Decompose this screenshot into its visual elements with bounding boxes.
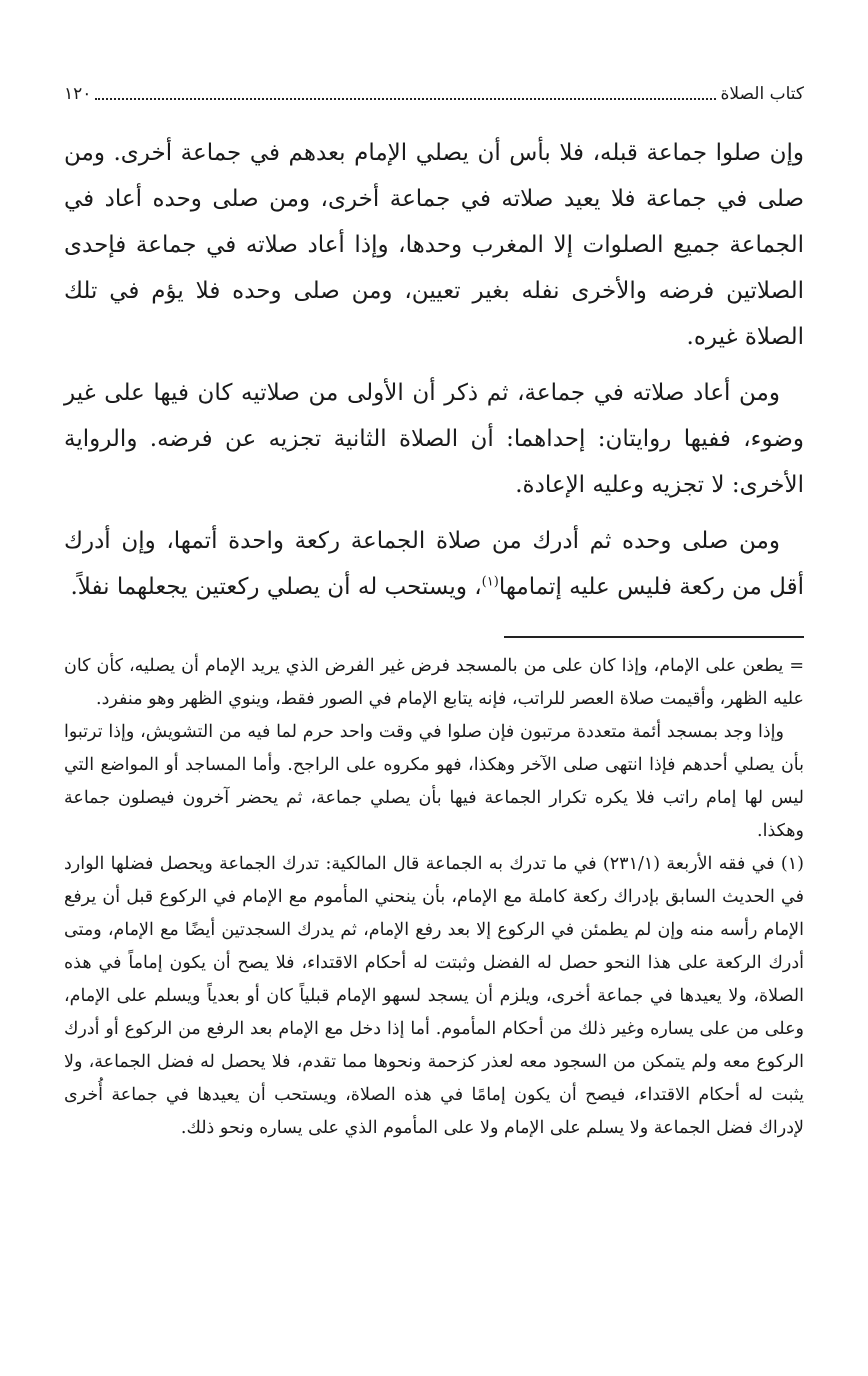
footnote-reference[interactable]: (١) [481,574,499,590]
page-number: ١٢٠ [64,84,92,104]
main-text [64,130,804,620]
paragraph-text: ، ويستحب له أن يصلي ركعتين يجعلهما نفلاً. [70,574,482,600]
paragraph-text: ومن صلى وحده ثم أدرك من صلاة الجماعة ركعة واحدة أتمها، وإن أدرك أقل من ركعة فليس عليه إتمامها [64,528,804,600]
dot-leader [95,97,716,100]
footnote-1: (١) في فقه الأربعة (٢٣١/١) في ما تدرك به الجماعة قال المالكية: تدرك الجماعة ويحصل فضلها الوارد في الحديث السابق بإدراك ركعة كاملة مع الإمام، بأن ينحني المأموم مع الإمام في الركوع قبل أن يرفع الإمام رأسه منه وإن لم يطمئن في الركوع إلا بعد رفع الإمام، ثم يدرك السجدتين أيضًا مع الإمام، ومتى أدرك الركعة على هذا النحو حصل له الفضل وثبتت له أحكام الاقتداء، فلا يصح أن يكون إماماً في هذه الصلاة، ولا يعيدها في جماعة أخرى، ويلزم أن يسجد لسهو الإمام قبلياً كان أو بعدياً ويسلم على الإمام، وعلى من على يساره وغير ذلك من أحكام المأموم. أما إذا دخل مع الإمام بعد الرفع من الركوع أو أدرك الركوع معه ولم يتمكن من السجود معه لعذر كزحمة ونحوها مما تقدم، فلا يحصل له فضل الجماعة، ولا يثبت له أحكام الاقتداء، فيصح أن يكون إمامًا في هذه الصلاة، ويستحب أن يعيدها في جماعة أُخرى لإدراك فضل الجماعة ولا يسلم على الإمام ولا على المأموم الذي على يساره ونحو ذلك. [64,854,804,1138]
running-header [64,78,804,104]
paragraph-with-footnote [64,518,804,610]
footnote-continuation: = يطعن على الإمام، وإذا كان على من بالمسجد فرض غير الفرض الذي يريد الإمام أن يصليه، كأن كان عليه الظهر، وأقيمت صلاة العصر للراتب، فإنه يتابع الإمام في الصور فقط، وينوي الظهر وهو منفرد. [64,656,804,709]
paragraph: وإن صلوا جماعة قبله، فلا بأس أن يصلي الإمام بعدهم في جماعة أخرى. ومن صلى في جماعة فلا يعيد صلاته في جماعة أخرى، ومن صلى وحده أعاد في الجماعة جميع الصلوات إلا المغرب وحدها، وإذا أعاد صلاته في جماعة فإحدى الصلاتين فرضه والأخرى نفله بغير تعيين، ومن صلى وحده فلا يؤم في تلك الصلاة غيره. [64,140,804,350]
footnote-separator [504,636,804,638]
book-title: كتاب الصلاة [720,84,804,104]
footnote-continuation: وإذا وجد بمسجد أئمة متعددة مرتبون فإن صلوا في وقت واحد حرم لما فيه من التشويش، وإذا ترتبوا بأن يصلي أحدهم فإذا انتهى صلى الآخر وهكذا، فهو مكروه على الراجح. وأما المساجد أو المواضع التي ليس لها إمام راتب فلا يكره تكرار الجماعة فيها بأن يصلي جماعة، ثم يحضر آخرون فيصلون جماعة وهكذا. [64,722,804,841]
paragraph: ومن أعاد صلاته في جماعة، ثم ذكر أن الأولى من صلاتيه كان فيها على غير وضوء، ففيها روايتان: إحداهما: أن الصلاة الثانية تجزيه عن فرضه. والرواية الأخرى: لا تجزيه وعليه الإعادة. [64,380,804,498]
footnotes [64,650,804,1145]
